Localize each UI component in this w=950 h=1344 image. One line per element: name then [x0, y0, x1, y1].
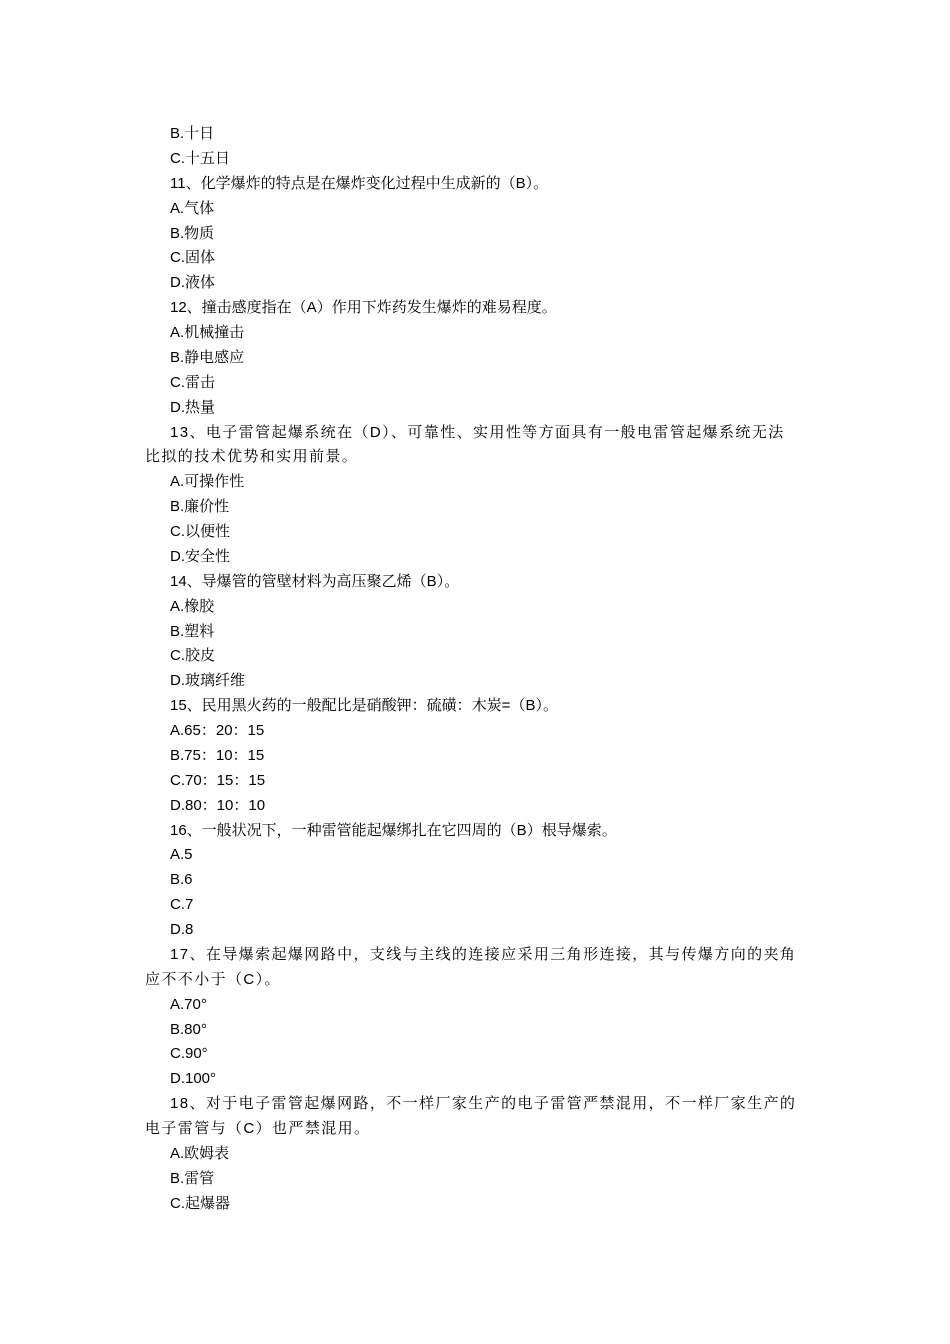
question-text-continuation: 电子雷管与（C）也严禁混用。	[145, 1120, 371, 1137]
question-text-continuation: 比拟的技术优势和实用前景。	[145, 448, 359, 466]
answer-option: A.橡胶	[170, 597, 215, 615]
answer-option: B.物质	[170, 224, 215, 242]
answer-option: B.十日	[170, 125, 215, 142]
answer-option: C.90°	[170, 1045, 208, 1063]
answer-option: A.65：20：15	[170, 722, 265, 739]
answer-option: D.安全性	[170, 547, 231, 565]
answer-option: A.可操作性	[170, 473, 245, 491]
answer-option: C.固体	[170, 249, 216, 267]
answer-option: D.热量	[170, 398, 216, 416]
answer-option: B.6	[170, 871, 193, 889]
answer-option: C.7	[170, 896, 194, 914]
question-text: 17、在导爆索起爆网路中，支线与主线的连接应采用三角形连接，其与传爆方向的夹角	[170, 945, 797, 963]
answer-option: C.胶皮	[170, 647, 216, 665]
question-text: 13、电子雷管起爆系统在（D）、可靠性、实用性等方面具有一般电雷管起爆系统无法	[170, 423, 785, 441]
answer-option: D.100°	[170, 1070, 217, 1088]
answer-option: B.塑料	[170, 622, 215, 640]
question-text: 16、一般状况下，一种雷管能起爆绑扎在它四周的（B）根导爆索。	[170, 821, 617, 839]
answer-option: A.机械撞击	[170, 324, 245, 341]
answer-option: C.十五日	[170, 149, 231, 167]
answer-option: D.液体	[170, 274, 216, 292]
answer-option: B.80°	[170, 1020, 207, 1038]
answer-option: C.雷击	[170, 373, 216, 391]
answer-option: B.雷管	[170, 1169, 215, 1187]
answer-option: B.75：10：15	[170, 746, 265, 764]
answer-option: C.70：15：15	[170, 771, 266, 789]
answer-option: A.70°	[170, 995, 207, 1013]
question-text: 11、化学爆炸的特点是在爆炸变化过程中生成新的（B）。	[170, 174, 549, 192]
question-text: 14、导爆管的管壁材料为高压聚乙烯（B）。	[170, 572, 460, 590]
answer-option: D.玻璃纤维	[170, 672, 246, 690]
answer-option: A.欧姆表	[170, 1144, 230, 1162]
question-text: 15、民用黑火药的一般配比是硝酸钾：硫磺：木炭=（B）。	[170, 697, 558, 715]
answer-option: C.以便性	[170, 523, 231, 540]
answer-option: A.气体	[170, 199, 215, 217]
document-page	[0, 122, 950, 1217]
answer-option: C.起爆器	[170, 1194, 231, 1212]
answer-option: B.静电感应	[170, 348, 245, 366]
answer-option: D.8	[170, 921, 194, 938]
answer-option: D.80：10：10	[170, 796, 266, 814]
question-text-continuation: 应不不小于（C）。	[145, 970, 281, 988]
answer-option: B.廉价性	[170, 498, 230, 516]
question-text: 12、撞击感度指在（A）作用下炸药发生爆炸的难易程度。	[170, 299, 557, 317]
question-text: 18、对于电子雷管起爆网路，不一样厂家生产的电子雷管严禁混用，不一样厂家生产的	[170, 1095, 797, 1113]
answer-option: A.5	[170, 846, 193, 864]
